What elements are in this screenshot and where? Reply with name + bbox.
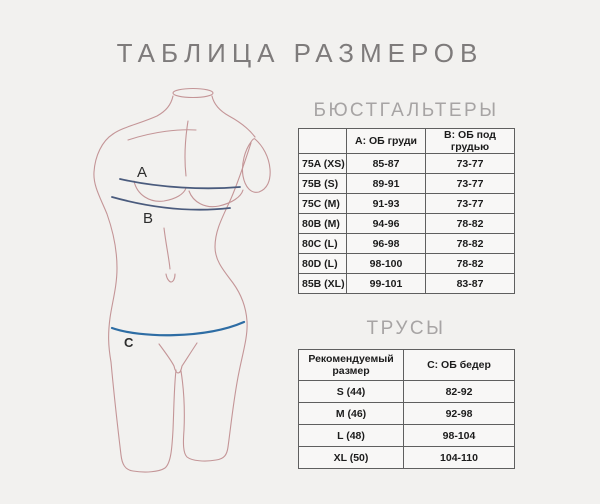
size-cell: 75A (XS)	[299, 154, 347, 174]
mannequin-illustration	[85, 80, 295, 480]
left-neck-shoulder	[113, 96, 173, 134]
column-header-bust: А: ОБ груди	[347, 129, 426, 154]
bust-value-cell: 89-91	[347, 174, 426, 194]
left-leg	[111, 362, 176, 472]
crotch-line	[159, 343, 197, 373]
underbust-value-cell: 73-77	[426, 154, 515, 174]
size-cell: M (46)	[299, 403, 404, 425]
table-row	[299, 154, 515, 174]
bras-section-heading: БЮСТГАЛЬТЕРЫ	[313, 100, 499, 121]
table-row	[299, 214, 515, 234]
hips-value-cell: 98-104	[404, 425, 515, 447]
column-header-underbust: В: ОБ под грудью	[426, 129, 515, 154]
panties-size-table	[298, 349, 515, 469]
underbust-value-cell: 78-82	[426, 234, 515, 254]
right-torso-side	[215, 143, 251, 321]
right-leg	[181, 321, 247, 461]
underbust-value-cell: 78-82	[426, 254, 515, 274]
label-c: C	[124, 335, 134, 350]
bust-value-cell: 91-93	[347, 194, 426, 214]
label-a: A	[137, 164, 148, 181]
size-cell: L (48)	[299, 425, 404, 447]
underbust-value-cell: 83-87	[426, 274, 515, 294]
label-b: B	[143, 210, 154, 227]
neck-top	[173, 89, 213, 98]
size-cell: 85B (XL)	[299, 274, 347, 294]
table-row	[299, 174, 515, 194]
bust-value-cell: 94-96	[347, 214, 426, 234]
table-row	[299, 403, 515, 425]
table-row	[299, 234, 515, 254]
bust-value-cell: 96-98	[347, 234, 426, 254]
bust-value-cell: 98-100	[347, 254, 426, 274]
size-cell: 75B (S)	[299, 174, 347, 194]
mannequin-svg	[85, 80, 295, 480]
abdomen-navel-line	[164, 228, 175, 282]
underbust-value-cell: 78-82	[426, 214, 515, 234]
table-row	[299, 274, 515, 294]
table-header-row	[299, 350, 515, 381]
size-cell: S (44)	[299, 381, 404, 403]
size-cell: 80B (M)	[299, 214, 347, 234]
corner-cell	[299, 129, 347, 154]
right-neck-shoulder	[212, 96, 255, 137]
table-row	[299, 425, 515, 447]
table-row	[299, 381, 515, 403]
table-header-row	[299, 129, 515, 154]
bust-value-cell: 99-101	[347, 274, 426, 294]
underbust-value-cell: 73-77	[426, 174, 515, 194]
column-header-hips: С: ОБ бедер	[404, 350, 515, 381]
bra-size-table	[298, 128, 515, 294]
size-cell: 75C (M)	[299, 194, 347, 214]
page-title: ТАБЛИЦА РАЗМЕРОВ	[116, 38, 484, 68]
panties-section-heading: ТРУСЫ	[366, 318, 446, 339]
right-arm-stub	[242, 139, 270, 193]
body-outline	[94, 89, 270, 473]
size-cell: XL (50)	[299, 447, 404, 469]
hips-value-cell: 82-92	[404, 381, 515, 403]
bust-value-cell: 85-87	[347, 154, 426, 174]
hips-value-cell: 104-110	[404, 447, 515, 469]
table-row	[299, 254, 515, 274]
hips-value-cell: 92-98	[404, 403, 515, 425]
underbust-value-cell: 73-77	[426, 194, 515, 214]
size-cell: 80D (L)	[299, 254, 347, 274]
hip-line-c	[112, 322, 244, 335]
table-row	[299, 194, 515, 214]
table-row	[299, 447, 515, 469]
size-cell: 80C (L)	[299, 234, 347, 254]
column-header-size: Рекомендуемый размер	[299, 350, 404, 381]
